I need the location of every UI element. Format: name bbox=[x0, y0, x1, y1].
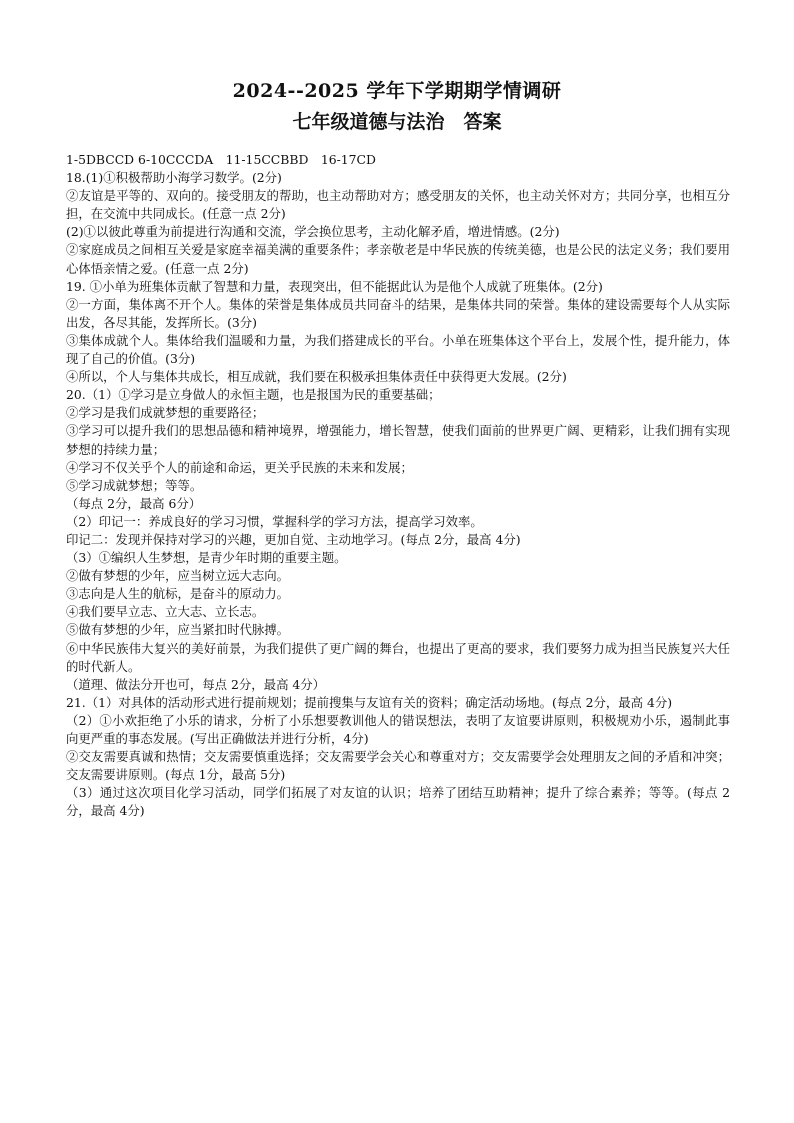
answer-line: ⑥中华民族伟大复兴的美好前景，为我们提供了更广阔的舞台，也提出了更高的要求，我们要努力成为担当民族复兴大任的时代新人。 bbox=[66, 640, 730, 674]
answer-line: ②学习是我们成就梦想的重要路径； bbox=[66, 405, 265, 421]
answer-line: （3）通过这次项目化学习活动，同学们拓展了对友谊的认识；培养了团结互助精神；提升了综合素养；等等。(每点 2分，最高 4分) bbox=[66, 785, 730, 819]
answer-line: ②友谊是平等的、双向的。接受朋友的帮助，也主动帮助对方；感受朋友的关怀，也主动关怀对方；共同分享，也相互分担，在交流中共同成长。(任意一点 2分) bbox=[66, 188, 730, 222]
answer-line: 19. ①小单为班集体贡献了智慧和力量，表现突出，但不能据此认为是他个人成就了班集体。(2分) bbox=[66, 278, 603, 294]
answer-line: 印记二：发现并保持对学习的兴趣，更加自觉、主动地学习。(每点 2分，最高 4分) bbox=[66, 531, 521, 547]
answer-line: (2)①以彼此尊重为前提进行沟通和交流，学会换位思考，主动化解矛盾，增进情感。(2分) bbox=[66, 224, 560, 240]
document-subtitle: 七年级道德与法治 答案 bbox=[292, 111, 502, 133]
answer-line: （2）印记一：养成良好的学习习惯，掌握科学的学习方法，提高学习效率。 bbox=[66, 513, 483, 529]
answer-line: ⑤学习成就梦想；等等。 bbox=[66, 477, 203, 493]
scoring-note: （道理、做法分开也可，每点 2分，最高 4分） bbox=[66, 676, 326, 692]
answer-line: ③集体成就个人。集体给我们温暖和力量，为我们搭建成长的平台。小单在班集体这个平台上，发展个性，提升能力，体现了自己的价值。(3分) bbox=[66, 332, 730, 367]
answer-line: ③学习可以提升我们的思想品德和精神境界，增强能力，增长智慧，使我们面前的世界更广阔、更精彩，让我们拥有实现梦想的持续力量； bbox=[66, 423, 730, 457]
answer-line: （2）①小欢拒绝了小乐的请求，分析了小乐想要教训他人的错误想法，表明了友谊要讲原则，积极规劝小乐，遏制此事向更严重的事态发展。(写出正确做法并进行分析，4分) bbox=[66, 712, 730, 746]
answer-line: 21.（1）对具体的活动形式进行提前规划；提前搜集与友谊有关的资料；确定活动场地。(每点 2分，最高 4分) bbox=[66, 694, 673, 710]
answer-line: ②交友需要真诚和热情；交友需要慎重选择；交友需要学会关心和尊重对方；交友需要学会处理朋友之间的矛盾和冲突；交友需要讲原则。(每点 1分，最高 5分) bbox=[66, 749, 730, 783]
answer-line: ⑤做有梦想的少年，应当紧扣时代脉搏。 bbox=[66, 622, 290, 638]
mc-answers-line: 1-5DBCCD 6-10CCCDA 11-15CCBBD 16-17CD bbox=[66, 152, 376, 167]
answer-line: ④所以，个人与集体共成长，相互成就，我们要在积极承担集体责任中获得更大发展。(2分) bbox=[66, 369, 567, 385]
document-title: 2024--2025 学年下学期期学情调研 bbox=[232, 80, 562, 102]
answer-line: ③志向是人生的航标，是奋斗的原动力。 bbox=[66, 586, 290, 602]
scoring-note: （每点 2分，最高 6分） bbox=[66, 495, 202, 511]
answer-line: ②家庭成员之间相互关爱是家庭幸福美满的重要条件；孝亲敬老是中华民族的传统美德，也是公民的法定义务；我们要用心体悟亲情之爱。(任意一点 2分) bbox=[66, 242, 730, 276]
answer-line: ②一方面，集体离不开个人。集体的荣誉是集体成员共同奋斗的结果，是集体共同的荣誉。集体的建设需要每个人从实际出发，各尽其能，发挥所长。(3分) bbox=[66, 296, 730, 330]
answer-line: ②做有梦想的少年，应当树立远大志向。 bbox=[66, 568, 290, 584]
answer-line: 20.（1）①学习是立身做人的永恒主题，也是报国为民的重要基础； bbox=[66, 387, 441, 403]
answer-line: ④我们要早立志、立大志、立长志。 bbox=[66, 604, 265, 620]
answer-body bbox=[66, 151, 730, 820]
answer-line: （3）①编织人生梦想，是青少年时期的重要主题。 bbox=[66, 550, 347, 566]
answer-line: ④学习不仅关乎个人的前途和命运，更关乎民族的未来和发展； bbox=[66, 459, 413, 475]
answer-line: 18.(1)①积极帮助小海学习数学。(2分) bbox=[66, 170, 282, 186]
